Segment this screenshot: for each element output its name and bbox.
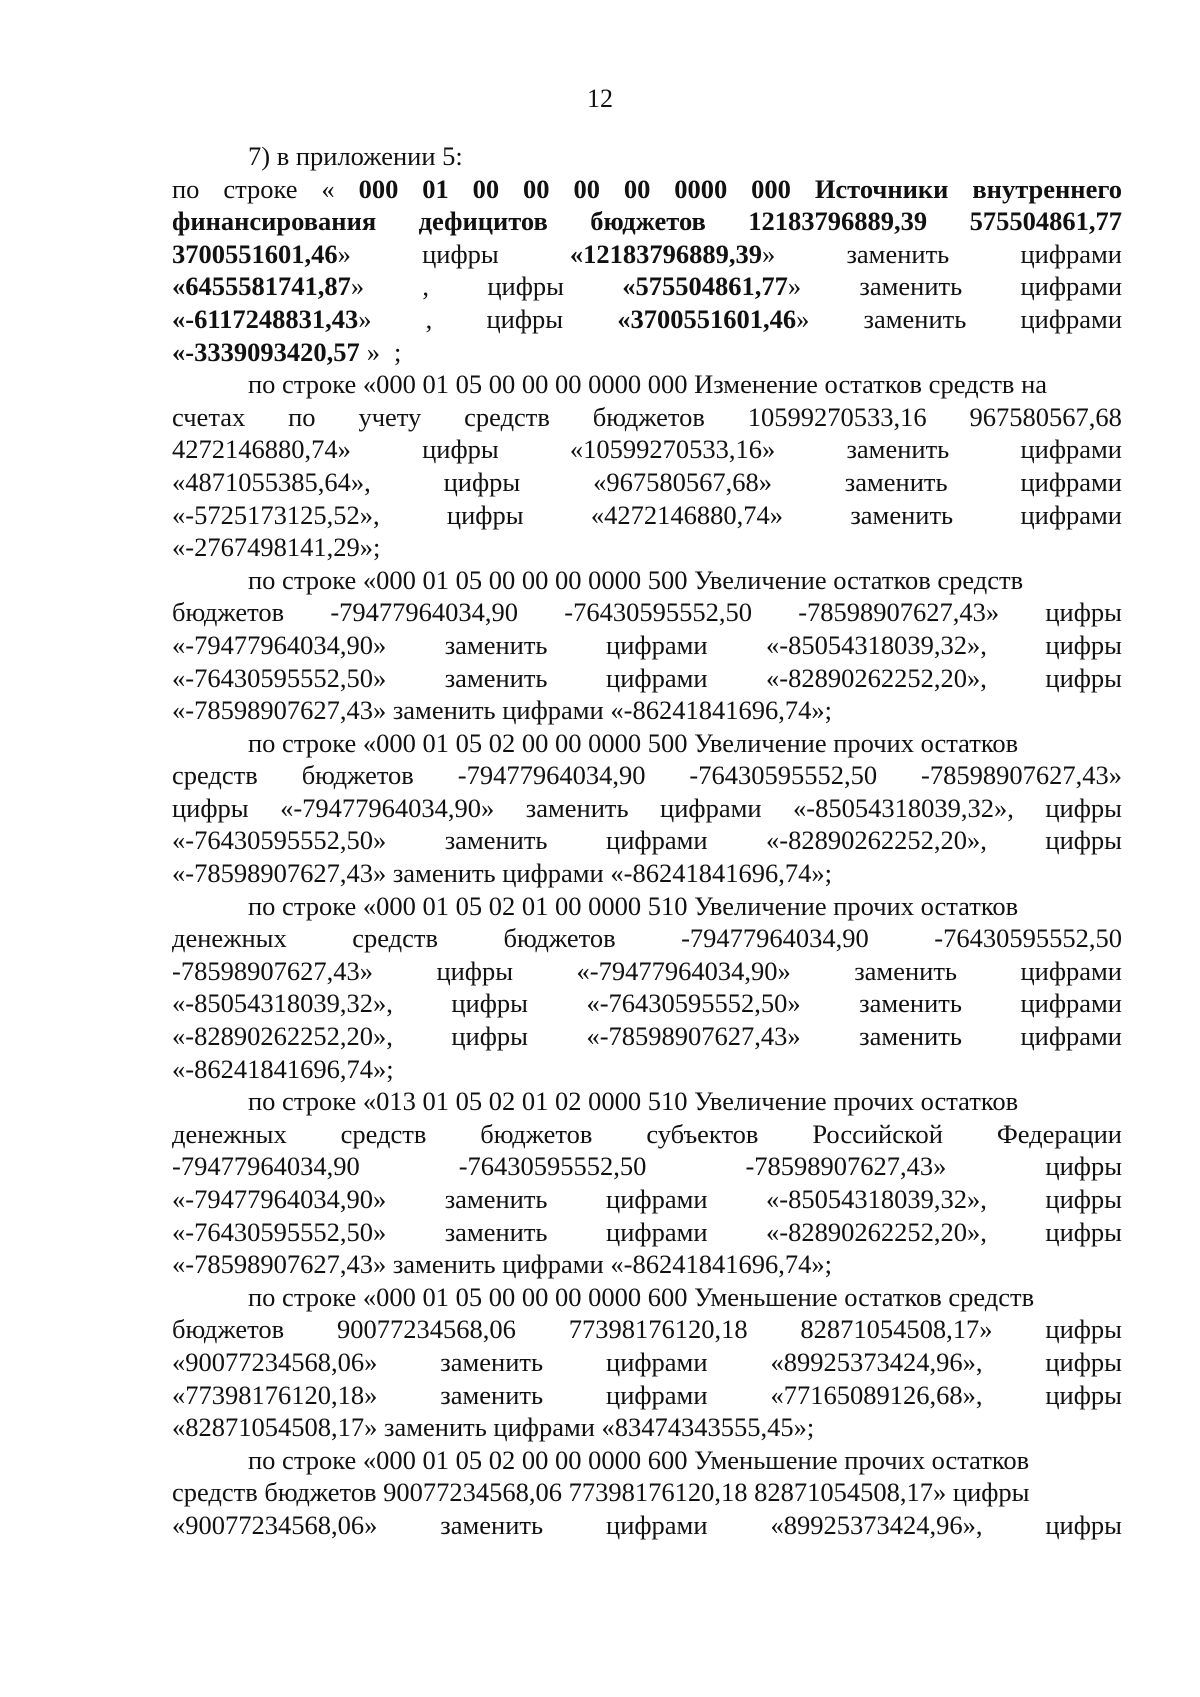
text-token: заменить <box>440 1509 544 1540</box>
text-token: 00 <box>573 173 600 204</box>
text-token: Федерации <box>996 1118 1122 1149</box>
text-token: финансирования <box>172 206 377 237</box>
text-token: 00 <box>523 173 550 204</box>
text-token: внутреннего <box>972 173 1122 204</box>
text-token: » <box>337 238 351 269</box>
text-token: цифрами <box>606 1216 708 1247</box>
text-token: -76430595552,50 <box>934 923 1122 954</box>
text-line <box>172 531 1122 564</box>
text-token: цифры <box>486 303 564 334</box>
text-line <box>172 140 1122 173</box>
text-token: цифры <box>446 499 524 530</box>
text-token: «-79477964034,90» <box>172 1184 387 1214</box>
text-token: «-78598907627,43» <box>586 1021 801 1052</box>
text-token: -79477964034,90 <box>457 760 646 791</box>
text-line <box>172 1509 1122 1542</box>
text-token: -79477964034,90 <box>681 923 869 954</box>
text-token: «3700551601,46 <box>617 303 797 334</box>
text-line <box>172 727 1122 760</box>
text-token: 10599270533,16 <box>747 401 927 432</box>
text-token: «12183796889,39 <box>569 238 762 269</box>
text-token: учету <box>358 401 422 432</box>
text-token: 01 <box>422 173 449 204</box>
text-token: ; <box>393 336 402 367</box>
text-token: «89925373424,96», <box>770 1509 983 1540</box>
text-line <box>172 173 1122 206</box>
text-token: цифры <box>172 792 249 823</box>
text-token: «-78598907627,43» заменить цифрами «-86241841696,74»; <box>172 695 832 726</box>
text-token: 4272146880,74» <box>172 434 351 465</box>
text-token: цифрами <box>1020 499 1122 530</box>
text-token: цифры <box>1045 1509 1122 1540</box>
text-line <box>172 987 1122 1020</box>
text-token: по строке «000 01 05 02 01 00 0000 510 Увеличение прочих остатков <box>248 890 1019 921</box>
text-token: дефицитов <box>418 206 548 237</box>
text-token: цифры <box>451 988 528 1019</box>
text-token: 82871054508,17» <box>800 1314 993 1345</box>
text-token: цифры <box>1045 1346 1122 1377</box>
text-token: цифры <box>1045 597 1122 628</box>
text-token: строке <box>223 173 298 204</box>
text-token: цифрами <box>1020 988 1122 1019</box>
text-token: по строке «000 01 05 00 00 00 0000 600 Уменьшение остатков средств <box>248 1281 1035 1312</box>
text-token: » <box>358 303 372 334</box>
text-token: 000 <box>358 173 399 204</box>
text-token: цифры <box>1045 1151 1122 1182</box>
text-token: «-76430595552,50» <box>172 825 387 856</box>
text-token: бюджетов <box>592 401 705 432</box>
text-token: -78598907627,43» <box>798 597 1000 628</box>
text-token: 00 <box>472 173 500 204</box>
text-token: «77165089126,68», <box>770 1379 983 1410</box>
text-token: «77398176120,18» <box>172 1379 378 1410</box>
text-token: « <box>321 173 335 204</box>
text-token: 3700551601,46 <box>172 238 338 269</box>
text-line <box>172 1281 1122 1314</box>
text-line <box>172 759 1122 792</box>
text-token: 000 <box>751 173 791 204</box>
text-token: цифрами <box>1020 1021 1122 1052</box>
text-line <box>172 1379 1122 1412</box>
text-token: заменить <box>444 662 548 693</box>
text-token: цифрами <box>606 1184 708 1214</box>
text-token: «-86241841696,74»; <box>172 1053 394 1084</box>
text-token-group <box>172 270 364 303</box>
text-token: заменить <box>859 1021 962 1052</box>
text-token: -79477964034,90 <box>330 597 519 628</box>
text-token: «-85054318039,32», <box>766 629 987 660</box>
text-token: по строке «000 01 05 02 00 00 0000 600 Уменьшение прочих остатков <box>248 1444 1030 1475</box>
text-line <box>172 368 1122 401</box>
text-line <box>172 433 1122 466</box>
text-line <box>172 1444 1122 1477</box>
text-token: -78598907627,43» <box>745 1151 947 1182</box>
text-token: «10599270533,16» <box>569 434 776 465</box>
text-token-group <box>172 336 387 369</box>
text-token: «90077234568,06» <box>172 1346 378 1377</box>
text-token: «82871054508,17» заменить цифрами «83474343555,45»; <box>172 1412 815 1443</box>
text-token: Источники <box>814 173 949 204</box>
text-token: , <box>425 303 433 334</box>
text-token: по строке «013 01 05 02 01 02 0000 510 Увеличение прочих остатков <box>248 1086 1019 1117</box>
text-token: 12183796889,39 <box>748 206 928 237</box>
text-token: «-79477964034,90» <box>172 629 387 660</box>
text-token-group <box>617 303 809 336</box>
text-line <box>172 662 1122 695</box>
text-line <box>172 1313 1122 1346</box>
text-token: 575504861,77 <box>969 206 1122 237</box>
text-token: -79477964034,90 <box>172 1151 360 1182</box>
text-token: «-78598907627,43» заменить цифрами «-86241841696,74»; <box>172 858 832 889</box>
text-token: «-82890262252,20», <box>766 825 987 856</box>
text-token: «-85054318039,32», <box>793 792 1014 823</box>
text-token: «-6117248831,43 <box>172 303 359 334</box>
text-line <box>172 922 1122 955</box>
text-token-group <box>172 303 372 336</box>
text-token: цифры <box>1045 825 1122 856</box>
text-line <box>172 401 1122 434</box>
text-token: цифры <box>1045 1314 1122 1345</box>
text-line <box>172 890 1122 923</box>
text-line <box>172 564 1122 597</box>
text-token: -78598907627,43» <box>172 955 373 986</box>
text-token: цифры <box>487 271 564 302</box>
text-token: заменить <box>444 825 548 856</box>
text-token: цифрами <box>606 1509 708 1540</box>
text-token: «-3339093420,57 <box>172 336 360 367</box>
text-line <box>172 596 1122 629</box>
text-token: заменить <box>859 271 963 302</box>
text-token: бюджетов <box>480 1118 593 1149</box>
text-line <box>172 629 1122 662</box>
page-number: 12 <box>587 84 613 113</box>
text-line <box>172 238 1122 271</box>
document-body <box>172 140 1122 1542</box>
text-token: заменить <box>440 1379 544 1410</box>
text-token: по <box>288 401 316 432</box>
text-token: средств <box>340 1118 427 1149</box>
text-token: 00 <box>623 173 651 204</box>
text-token: цифрами <box>1020 434 1122 465</box>
text-line <box>172 1150 1122 1183</box>
text-token: -76430595552,50 <box>564 597 752 628</box>
text-token: «-79477964034,90» <box>576 955 791 986</box>
text-token: «-2767498141,29»; <box>172 532 381 563</box>
text-line <box>172 336 1122 369</box>
text-line <box>172 303 1122 336</box>
text-token: » <box>787 271 802 302</box>
text-token: средств <box>352 923 438 954</box>
text-token: заменить <box>854 955 957 986</box>
text-token: 90077234568,06 <box>336 1314 516 1345</box>
text-token: » <box>796 303 810 334</box>
text-token: «-76430595552,50» <box>172 1216 387 1247</box>
text-line <box>172 205 1122 238</box>
text-line <box>172 1053 1122 1086</box>
text-token: » <box>762 238 776 269</box>
text-token: 0000 <box>674 173 728 204</box>
text-token: цифры <box>1045 792 1122 823</box>
text-token: счетах <box>172 401 246 432</box>
text-line <box>172 857 1122 890</box>
text-token: «-76430595552,50» <box>172 662 387 693</box>
text-token-group <box>622 270 801 303</box>
text-token: «4272146880,74» <box>590 499 783 530</box>
text-token: средств <box>172 760 258 791</box>
text-token: -76430595552,50 <box>458 1151 647 1182</box>
text-line <box>172 1183 1122 1216</box>
text-token: Российской <box>812 1118 943 1149</box>
text-token: бюджетов <box>590 206 706 237</box>
text-token: цифры <box>422 434 499 465</box>
text-token: » <box>366 336 380 367</box>
text-token: «-82890262252,20», <box>766 662 987 693</box>
text-token: , <box>422 271 430 302</box>
text-token: цифрами <box>1020 238 1122 269</box>
text-token: бюджетов <box>301 760 414 791</box>
text-token: цифрами <box>1020 271 1122 302</box>
text-token-group <box>570 238 775 271</box>
text-token: «-5725173125,52», <box>172 499 380 530</box>
text-token: «-85054318039,32», <box>172 988 393 1019</box>
text-token: «-79477964034,90» <box>280 792 495 823</box>
text-token: заменить <box>444 1216 548 1247</box>
text-line <box>172 1346 1122 1379</box>
text-token: «-85054318039,32», <box>766 1184 987 1214</box>
text-token: цифры <box>422 238 499 269</box>
text-line <box>172 955 1122 988</box>
text-line <box>172 1020 1122 1053</box>
text-token: заменить <box>844 466 948 497</box>
text-token: заменить <box>846 434 950 465</box>
text-token: -76430595552,50 <box>689 760 878 791</box>
text-token-group <box>172 238 351 271</box>
text-token: по <box>172 173 200 204</box>
text-token: по строке «000 01 05 00 00 00 0000 000 Изменение остатков средств на <box>248 369 1048 400</box>
text-token: средств <box>464 401 550 432</box>
text-token: цифрами <box>606 629 708 660</box>
text-token: цифрами <box>1020 466 1122 497</box>
text-line <box>172 1476 1122 1509</box>
text-token: цифры <box>436 955 514 986</box>
text-token: цифрами <box>606 825 708 856</box>
text-token: цифры <box>451 1021 528 1052</box>
text-token: » <box>350 271 365 302</box>
text-token: цифрами <box>1020 955 1122 986</box>
text-token: денежных <box>172 1118 287 1149</box>
text-token: заменить <box>850 499 954 530</box>
text-token: бюджетов <box>172 1314 285 1345</box>
text-token: цифры <box>1045 629 1122 660</box>
text-token: цифры <box>1045 1216 1122 1247</box>
text-token: «6455581741,87 <box>172 271 351 302</box>
text-line <box>172 270 1122 303</box>
text-token: цифры <box>443 466 521 497</box>
text-token: заменить <box>440 1346 544 1377</box>
text-token: цифрами <box>660 792 762 823</box>
text-token: 967580567,68 <box>969 401 1122 432</box>
text-token: заменить <box>846 238 950 269</box>
text-token: бюджетов <box>172 597 285 628</box>
text-line <box>172 694 1122 727</box>
text-token: заменить <box>525 792 629 823</box>
text-token: «90077234568,06» <box>172 1509 378 1540</box>
text-token: «-82890262252,20», <box>766 1216 987 1247</box>
text-token: средств бюджетов 90077234568,06 77398176120,18 82871054508,17» цифры <box>172 1477 1030 1508</box>
text-line <box>172 1411 1122 1444</box>
text-token: «-78598907627,43» заменить цифрами «-86241841696,74»; <box>172 1249 832 1280</box>
text-token: цифрами <box>1020 303 1122 334</box>
text-line <box>172 466 1122 499</box>
text-token: цифры <box>1045 1184 1122 1214</box>
text-line <box>172 1216 1122 1249</box>
text-token: «967580567,68» <box>593 466 772 497</box>
text-token: заменить <box>444 629 548 660</box>
text-token: заменить <box>859 988 962 1019</box>
text-token: цифрами <box>606 662 708 693</box>
text-token: «89925373424,96», <box>770 1346 983 1377</box>
text-line <box>172 1118 1122 1151</box>
text-line <box>172 792 1122 825</box>
text-line <box>172 1085 1122 1118</box>
text-line <box>172 1248 1122 1281</box>
text-token: субъектов <box>646 1118 759 1149</box>
text-token: «4871055385,64», <box>172 466 371 497</box>
text-token: цифры <box>1045 1379 1122 1410</box>
text-token: по строке «000 01 05 02 00 00 0000 500 Увеличение прочих остатков <box>248 727 1019 758</box>
text-token: денежных <box>172 923 287 954</box>
text-token: «-82890262252,20», <box>172 1021 393 1052</box>
text-token: заменить <box>863 303 967 334</box>
text-token: 77398176120,18 <box>568 1314 748 1345</box>
text-token: «-76430595552,50» <box>586 988 801 1019</box>
text-token: 7) в приложении 5: <box>248 141 463 171</box>
text-token: цифрами <box>606 1379 708 1410</box>
text-line <box>172 824 1122 857</box>
text-token: «575504861,77 <box>622 271 788 302</box>
text-token: цифрами <box>606 1346 708 1377</box>
text-token: бюджетов <box>503 923 616 954</box>
text-line <box>172 499 1122 532</box>
text-token: заменить <box>444 1184 548 1214</box>
text-token: -78598907627,43» <box>921 760 1122 791</box>
text-token: по строке «000 01 05 00 00 00 0000 500 Увеличение остатков средств <box>248 564 1024 595</box>
text-token: цифры <box>1045 662 1122 693</box>
